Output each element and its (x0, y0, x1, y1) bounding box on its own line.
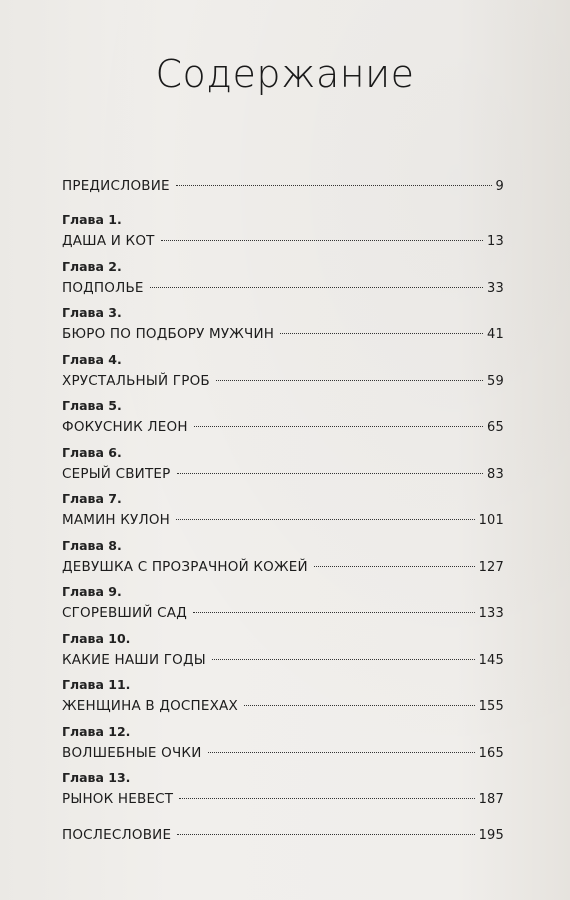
toc-entry-title: РЫНОК НЕВЕСТ (62, 791, 174, 807)
toc-entry-title: ПОДПОЛЬЕ (62, 279, 144, 296)
leader-dots (161, 240, 483, 241)
toc-entry-chapter-10[interactable] (62, 631, 504, 678)
leader-dots (244, 705, 475, 706)
toc-entry-chapter-7[interactable] (62, 491, 504, 538)
toc-entry-title: МАМИН КУЛОН (62, 512, 171, 528)
leader-dots (193, 612, 475, 613)
leader-dots (212, 659, 475, 660)
toc-entry-title: КАКИЕ НАШИ ГОДЫ (62, 651, 206, 668)
toc-entry-page: 187 (478, 792, 504, 807)
toc-entry-title: ФОКУСНИК ЛЕОН (62, 419, 188, 435)
chapter-label: Глава 8. (62, 537, 122, 553)
leader-dots (280, 333, 483, 334)
chapter-label: Глава 1. (62, 212, 122, 227)
toc-entry-title: СГОРЕВШИЙ САД (62, 605, 187, 621)
leader-dots (216, 380, 483, 381)
toc-entry-title: ПРЕДИСЛОВИЕ (62, 178, 170, 194)
toc-entry-title: ПОСЛЕСЛОВИЕ (62, 826, 172, 843)
chapter-label: Глава 6. (62, 444, 122, 460)
leader-dots (150, 287, 483, 288)
toc-entry-title: БЮРО ПО ПОДБОРУ МУЖЧИН (62, 326, 275, 342)
toc-entry-page: 195 (478, 827, 504, 843)
toc-entry-title: ЖЕНЩИНА В ДОСПЕХАХ (62, 698, 238, 714)
toc-entry-page: 41 (487, 327, 504, 342)
chapter-label: Глава 9. (62, 584, 122, 599)
chapter-label: Глава 3. (62, 305, 122, 320)
toc-entry-page: 13 (487, 234, 504, 249)
toc-entry-page: 65 (487, 420, 504, 435)
toc-entry-page: 33 (487, 280, 504, 296)
leader-dots (314, 566, 475, 567)
toc-entry-afterword[interactable] (62, 825, 504, 847)
toc-entry-chapter-11[interactable] (62, 677, 504, 724)
leader-dots (194, 426, 483, 427)
chapter-label: Глава 2. (62, 258, 122, 274)
toc-entry-title: ХРУСТАЛЬНЫЙ ГРОБ (62, 372, 210, 389)
page-title: Содержание (155, 52, 415, 96)
leader-dots (176, 519, 475, 520)
toc-entry-chapter-4[interactable] (62, 352, 504, 399)
toc-entry-page: 127 (478, 559, 504, 575)
toc-entry-chapter-5[interactable] (62, 398, 504, 445)
toc-entry-page: 83 (487, 466, 504, 482)
chapter-label: Глава 13. (62, 770, 131, 785)
chapter-label: Глава 4. (62, 351, 122, 367)
toc-entry-page: 165 (478, 745, 504, 761)
leader-dots (177, 473, 484, 474)
leader-dots (208, 752, 475, 753)
toc-entry-title: ВОЛШЕБНЫЕ ОЧКИ (62, 744, 202, 761)
toc-entry-preface[interactable] (62, 176, 504, 198)
toc-entry-chapter-13[interactable] (62, 770, 504, 817)
chapter-label: Глава 5. (62, 398, 122, 413)
chapter-label: Глава 10. (62, 630, 131, 646)
toc-entry-chapter-3[interactable] (62, 305, 504, 352)
toc-entry-page: 145 (478, 652, 504, 668)
toc-entry-title: ДЕВУШКА С ПРОЗРАЧНОЙ КОЖЕЙ (62, 558, 308, 575)
chapter-label: Глава 12. (62, 723, 131, 739)
toc-entry-chapter-8[interactable] (62, 538, 504, 585)
toc-entry-chapter-12[interactable] (62, 724, 504, 771)
toc-entry-page: 155 (478, 699, 504, 714)
toc-entry-page: 133 (478, 606, 504, 621)
toc-entry-page: 9 (495, 179, 504, 194)
toc-entry-page: 101 (478, 513, 504, 528)
toc-entry-chapter-1[interactable] (62, 212, 504, 259)
toc-entry-chapter-6[interactable] (62, 445, 504, 492)
toc-entry-chapter-9[interactable] (62, 584, 504, 631)
table-of-contents (62, 176, 504, 847)
leader-dots (179, 798, 474, 799)
leader-dots (176, 185, 492, 186)
chapter-label: Глава 11. (62, 677, 131, 692)
chapter-label: Глава 7. (62, 491, 122, 506)
toc-entry-title: ДАША И КОТ (62, 233, 155, 249)
leader-dots (177, 834, 474, 835)
toc-entry-title: СЕРЫЙ СВИТЕР (62, 465, 171, 482)
toc-entry-chapter-2[interactable] (62, 259, 504, 306)
toc-entry-page: 59 (487, 373, 504, 389)
